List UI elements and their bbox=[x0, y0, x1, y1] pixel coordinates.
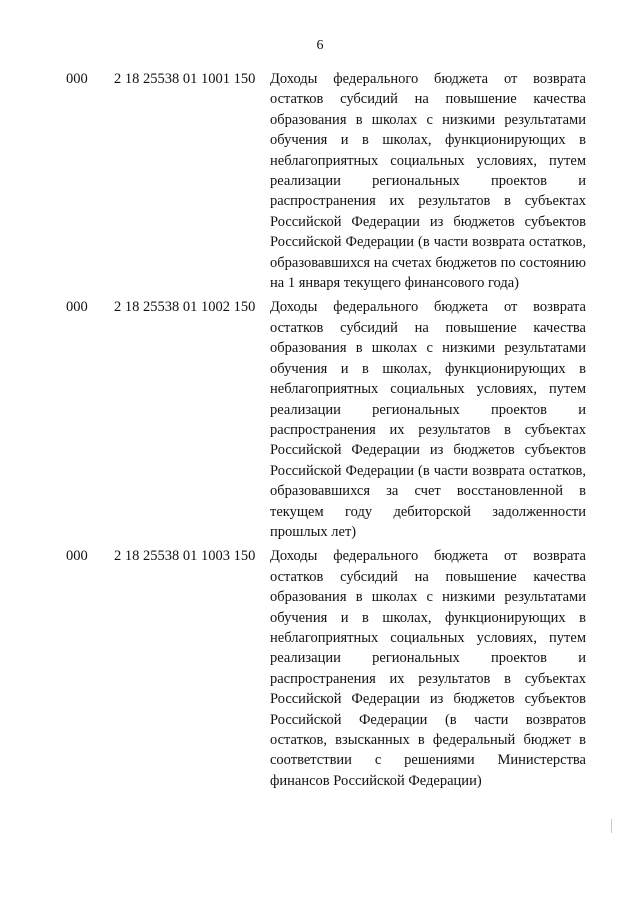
revenue-description: Доходы федерального бюджета от возврата остатков субсидий на повышение качества образования в школах с низкими результатами обучения и в школах, функционирующих в неблагоприятных социальных условиях, путем реализации региональных проектов и распространения их результатов в субъектах Российской Федерации из бюджетов субъектов Российской Федерации (в части возврата остатков, образовавшихся за счет восстановленной в текущем году дебиторской задолженности прошлых лет) bbox=[270, 299, 586, 540]
list-item bbox=[66, 69, 586, 293]
list-item bbox=[66, 546, 586, 791]
list-item bbox=[66, 297, 586, 542]
admin-code: 000 bbox=[66, 548, 88, 565]
revenue-code-list bbox=[66, 69, 586, 795]
page-number: 6 bbox=[316, 38, 324, 53]
budget-classification-code: 2 18 25538 01 1002 150 bbox=[114, 299, 256, 316]
revenue-description: Доходы федерального бюджета от возврата остатков субсидий на повышение качества образования в школах с низкими результатами обучения и в школах, функционирующих в неблагоприятных социальных условиях, путем реализации региональных проектов и распространения их результатов в субъектах Российской Федерации из бюджетов субъектов Российской Федерации (в части возврата остатков, образовавшихся на счетах бюджетов по состоянию на 1 января текущего финансового года) bbox=[270, 71, 586, 292]
revenue-description: Доходы федерального бюджета от возврата остатков субсидий на повышение качества образования в школах с низкими результатами обучения и в школах, функционирующих в неблагоприятных социальных условиях, путем реализации региональных проектов и распространения их результатов в субъектах Российской Федерации из бюджетов субъектов Российской Федерации (в части возвратов остатков, взысканных в федеральный бюджет в соответствии с решениями Министерства финансов Российской Федерации) bbox=[270, 548, 586, 789]
scan-mark bbox=[611, 819, 612, 833]
admin-code: 000 bbox=[66, 299, 88, 316]
admin-code: 000 bbox=[66, 71, 88, 87]
budget-classification-code: 2 18 25538 01 1003 150 bbox=[114, 548, 256, 565]
budget-classification-code: 2 18 25538 01 1001 150 bbox=[114, 71, 256, 87]
